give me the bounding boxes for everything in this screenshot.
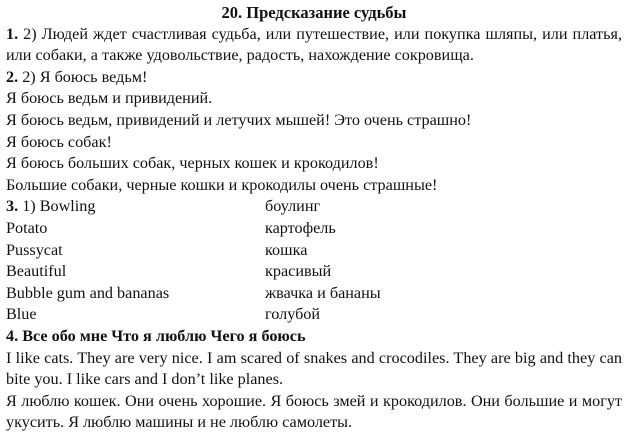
section-1 bbox=[6, 24, 622, 67]
section-2-line: Я боюсь собак! bbox=[6, 132, 112, 151]
section-2-line: Я боюсь ведьм и привидений. bbox=[6, 89, 213, 108]
english-word: Bubble gum and bananas bbox=[6, 283, 170, 302]
english-word: 1) Bowling bbox=[22, 197, 96, 216]
russian-word: жвачка и бананы bbox=[265, 283, 381, 302]
section-2-line: Я боюсь больших собак, черных кошек и крокодилов! bbox=[6, 154, 379, 173]
section-2-first-text: 2) Я боюсь ведьм! bbox=[22, 67, 148, 86]
section-2-number: 2. bbox=[6, 67, 19, 86]
section-4-heading bbox=[6, 326, 622, 348]
section-3-table bbox=[6, 196, 622, 326]
section-1-number: 1. bbox=[6, 24, 19, 43]
english-word: Blue bbox=[6, 305, 37, 324]
page bbox=[6, 2, 622, 434]
section-4-english: I like cats. They are very nice. I am scared of snakes and crocodiles. They are big and they can bite you. I like cars and I don’t like planes. bbox=[6, 348, 622, 389]
section-3-number: 3. bbox=[6, 197, 19, 216]
russian-word: кошка bbox=[265, 240, 308, 259]
russian-word: голубой bbox=[265, 305, 321, 324]
section-4-russian: Я люблю кошек. Они очень хорошие. Я боюсь змей и крокодилов. Они большие и могут укусить. Я люблю машины и не люблю самолеты. bbox=[6, 391, 622, 432]
section-3-row-0-en bbox=[6, 196, 265, 218]
russian-word: красивый bbox=[265, 262, 332, 281]
russian-word: боулинг bbox=[265, 197, 321, 216]
english-word: Potato bbox=[6, 218, 48, 237]
section-4-heading-text: Все обо мне Что я люблю Чего я боюсь bbox=[22, 326, 306, 345]
section-2-line: Большие собаки, черные кошки и крокодилы очень страшные! bbox=[6, 175, 438, 194]
english-word: Pussycat bbox=[6, 240, 63, 259]
section-2-first bbox=[6, 67, 622, 89]
section-2-line: Я боюсь ведьм, привидений и летучих мышей! Это очень страшно! bbox=[6, 110, 472, 129]
russian-word: картофель bbox=[265, 218, 336, 237]
english-word: Beautiful bbox=[6, 262, 67, 281]
section-1-text: 2) Людей ждет счастливая судьба, или путешествие, или покупка шляпы, или платья, или собаки, а также удовольствие, радость, нахождение сокровища. bbox=[6, 24, 623, 65]
page-title: 20. Предсказание судьбы bbox=[221, 3, 407, 22]
section-4-number: 4. bbox=[6, 326, 19, 345]
